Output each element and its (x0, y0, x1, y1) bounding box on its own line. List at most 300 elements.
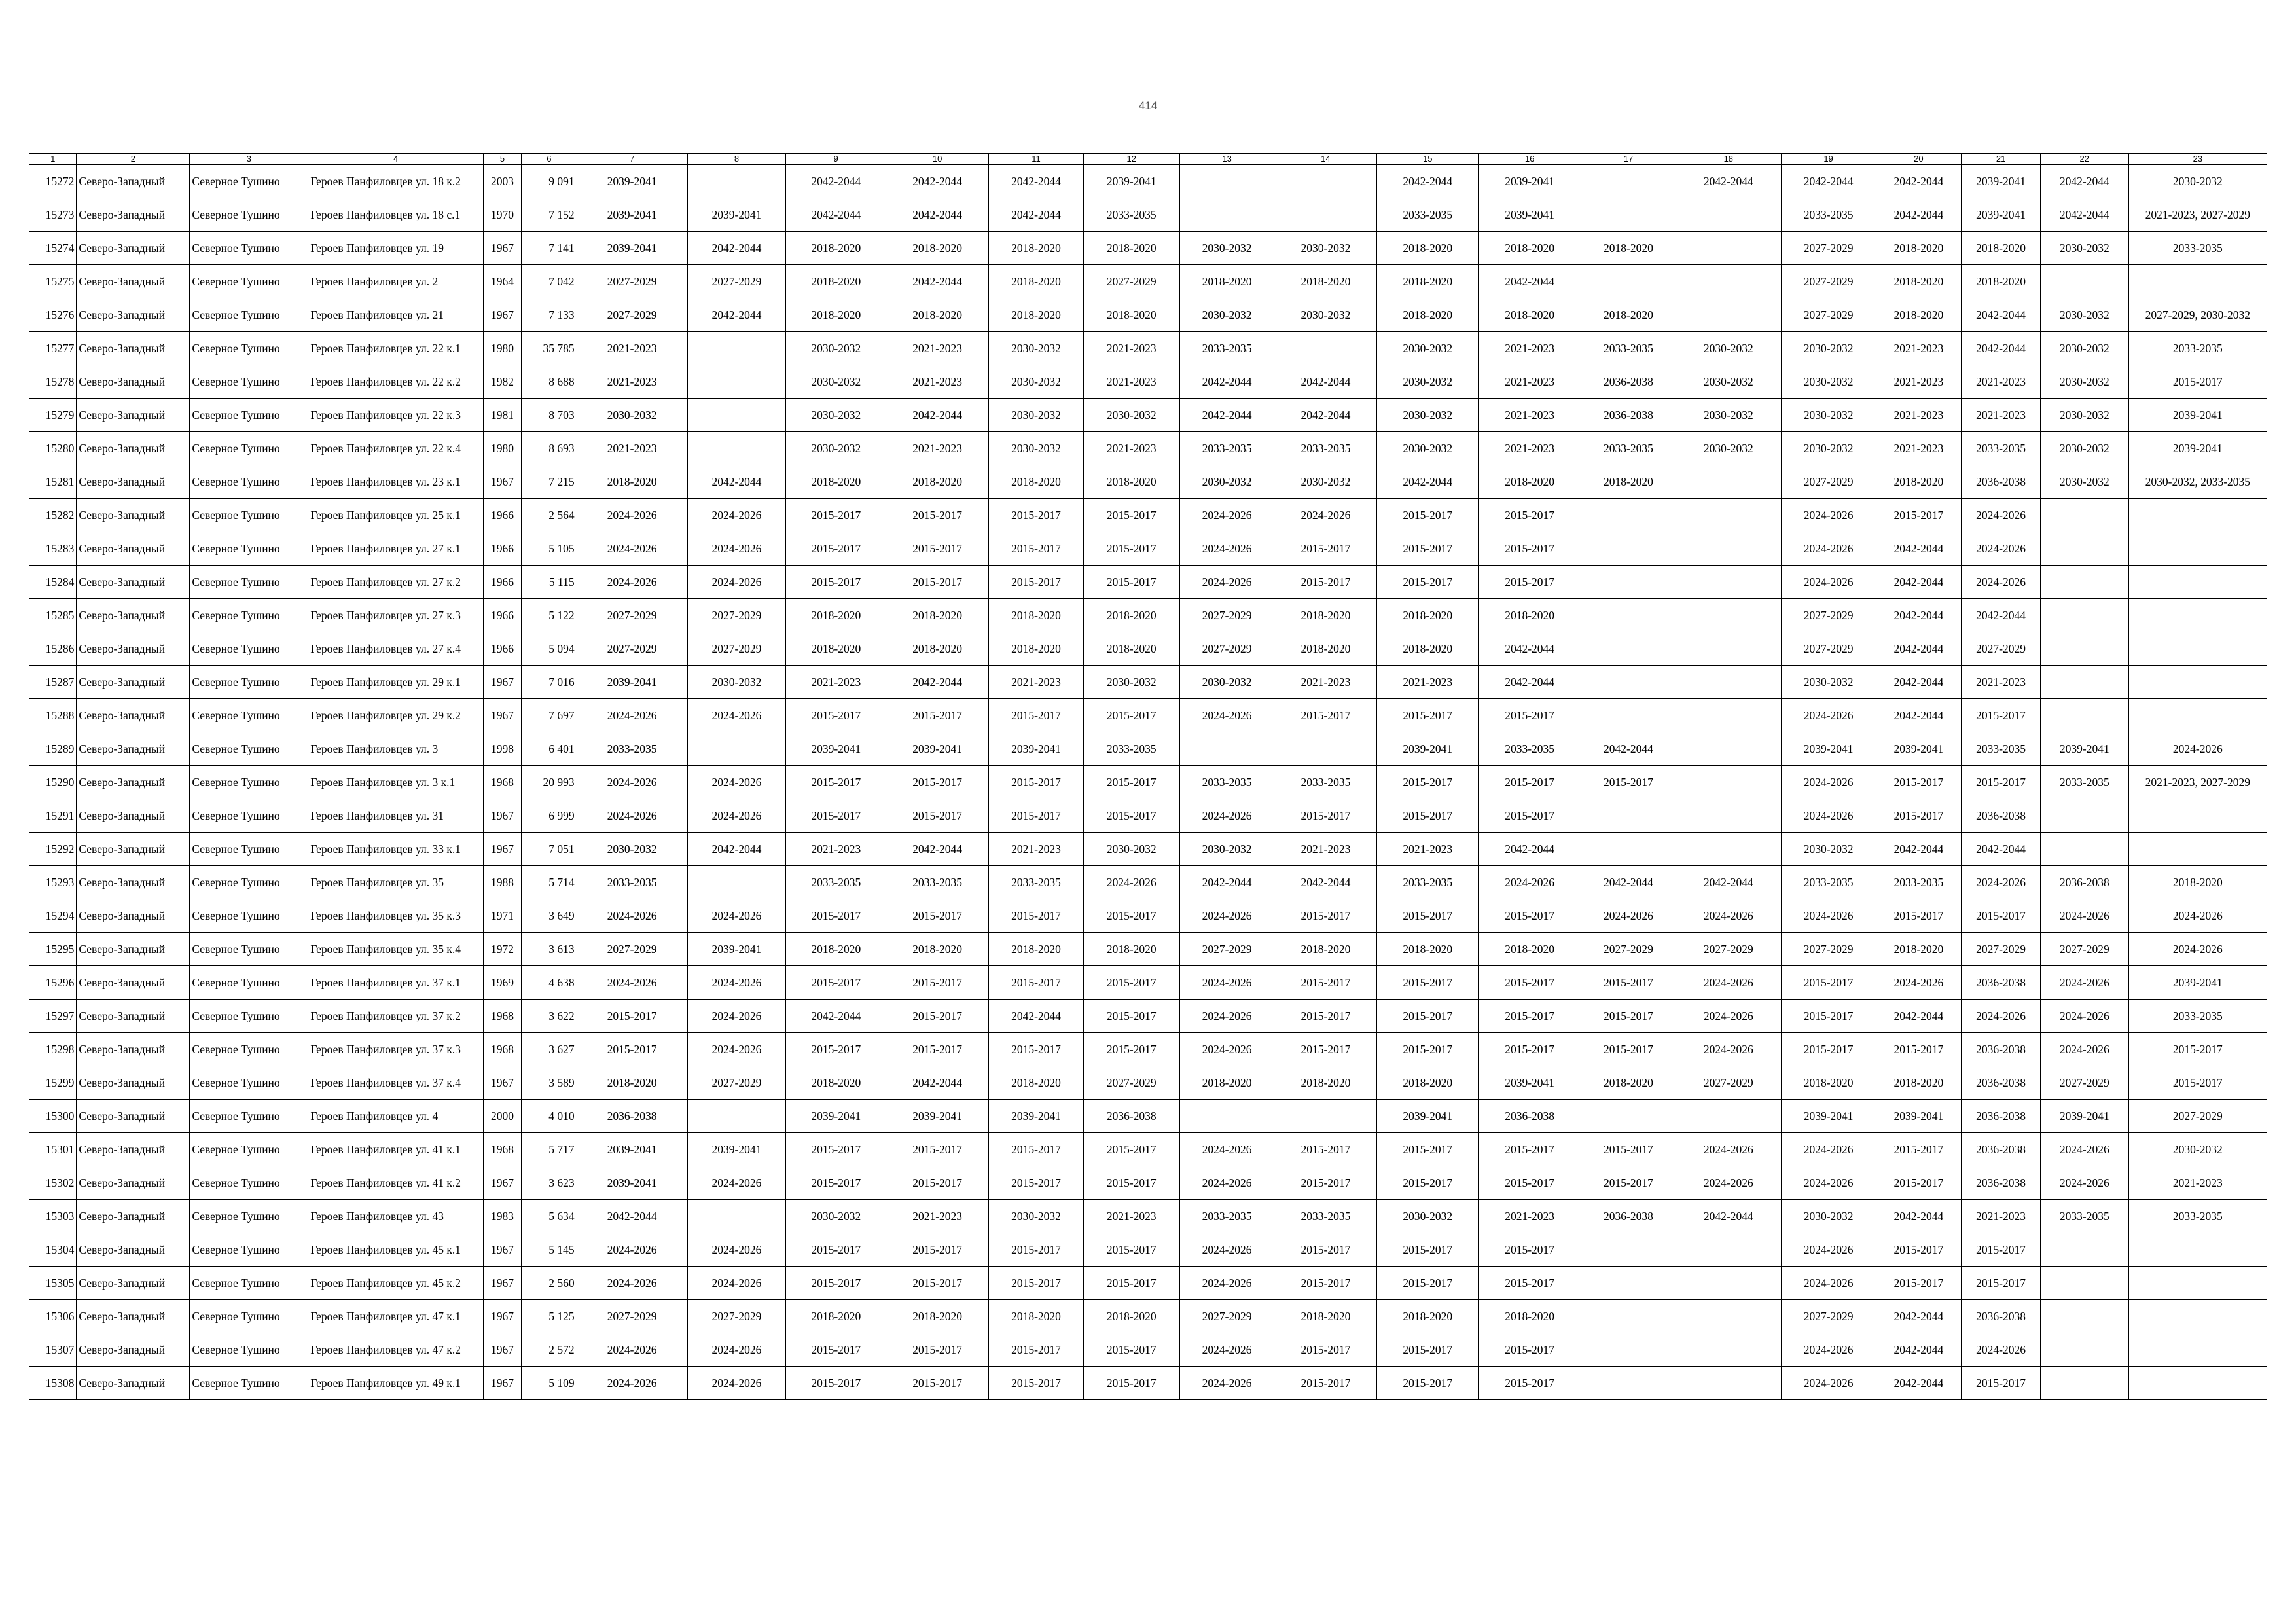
period-cell: 2015-2017 (989, 899, 1084, 933)
year-cell: 1981 (483, 399, 521, 432)
year-cell: 2003 (483, 165, 521, 198)
period-cell: 2015-2017 (786, 566, 886, 599)
period-cell: 2021-2023 (1083, 432, 1179, 465)
year-cell: 1968 (483, 1133, 521, 1166)
period-cell (1581, 699, 1676, 732)
period-cell: 2042-2044 (1876, 566, 1962, 599)
period-cell: 2030-2032 (1179, 465, 1274, 499)
period-cell: 2039-2041 (1781, 1100, 1876, 1133)
area-size-cell: 5 717 (522, 1133, 577, 1166)
period-cell: 2024-2026 (687, 899, 786, 933)
district-cell: Северо-Западный (77, 1267, 190, 1300)
period-cell: 2024-2026 (2128, 732, 2267, 766)
record-id-cell: 15301 (29, 1133, 77, 1166)
period-cell: 2015-2017 (786, 899, 886, 933)
area-cell: Северное Тушино (190, 1133, 308, 1166)
area-cell: Северное Тушино (190, 499, 308, 532)
period-cell (2040, 1267, 2128, 1300)
area-cell: Северное Тушино (190, 432, 308, 465)
column-number: 22 (2040, 154, 2128, 165)
period-cell: 2036-2038 (1962, 1033, 2041, 1066)
period-cell: 2018-2020 (1962, 232, 2041, 265)
record-id-cell: 15303 (29, 1200, 77, 1233)
period-cell: 2030-2032 (1781, 833, 1876, 866)
period-cell: 2042-2044 (886, 1066, 989, 1100)
period-cell: 2024-2026 (1179, 566, 1274, 599)
district-cell: Северо-Западный (77, 1333, 190, 1367)
area-size-cell: 2 560 (522, 1267, 577, 1300)
area-cell: Северное Тушино (190, 1367, 308, 1400)
year-cell: 1967 (483, 1333, 521, 1367)
period-cell: 2021-2023 (1962, 1200, 2041, 1233)
period-cell: 2018-2020 (1083, 933, 1179, 966)
period-cell: 2015-2017 (786, 1233, 886, 1267)
period-cell: 2018-2020 (786, 298, 886, 332)
record-id-cell: 15284 (29, 566, 77, 599)
record-id-cell: 15305 (29, 1267, 77, 1300)
period-cell (1676, 1333, 1781, 1367)
period-cell: 2027-2029 (1781, 933, 1876, 966)
period-cell (2040, 1333, 2128, 1367)
record-id-cell: 15291 (29, 799, 77, 833)
period-cell: 2036-2038 (1083, 1100, 1179, 1133)
period-cell: 2018-2020 (1479, 1300, 1581, 1333)
period-cell: 2024-2026 (687, 566, 786, 599)
period-cell: 2024-2026 (2128, 899, 2267, 933)
period-cell: 2015-2017 (1377, 1233, 1479, 1267)
period-cell (2040, 1233, 2128, 1267)
area-size-cell: 6 401 (522, 732, 577, 766)
area-cell: Северное Тушино (190, 1066, 308, 1100)
period-cell: 2033-2035 (1962, 432, 2041, 465)
period-cell: 2015-2017 (989, 532, 1084, 566)
period-cell: 2015-2017 (1876, 899, 1962, 933)
period-cell (1274, 165, 1377, 198)
period-cell: 2033-2035 (1377, 866, 1479, 899)
address-cell: Героев Панфиловцев ул. 27 к.3 (308, 599, 483, 632)
period-cell: 2015-2017 (989, 1033, 1084, 1066)
period-cell: 2015-2017 (1274, 1267, 1377, 1300)
address-cell: Героев Панфиловцев ул. 35 к.3 (308, 899, 483, 933)
district-cell: Северо-Западный (77, 499, 190, 532)
period-cell: 2042-2044 (2040, 198, 2128, 232)
area-size-cell: 5 105 (522, 532, 577, 566)
district-cell: Северо-Западный (77, 1233, 190, 1267)
period-cell: 2036-2038 (1479, 1100, 1581, 1133)
period-cell: 2030-2032 (1083, 666, 1179, 699)
period-cell: 2018-2020 (1179, 1066, 1274, 1100)
address-cell: Героев Панфиловцев ул. 35 (308, 866, 483, 899)
period-cell: 2030-2032 (1676, 332, 1781, 365)
record-id-cell: 15300 (29, 1100, 77, 1133)
year-cell: 1970 (483, 198, 521, 232)
area-size-cell: 5 094 (522, 632, 577, 666)
period-cell: 2042-2044 (1676, 866, 1781, 899)
period-cell: 2024-2026 (687, 966, 786, 1000)
period-cell: 2024-2026 (1781, 766, 1876, 799)
address-cell: Героев Панфиловцев ул. 35 к.4 (308, 933, 483, 966)
period-cell: 2015-2017 (1377, 1000, 1479, 1033)
area-size-cell: 5 634 (522, 1200, 577, 1233)
district-cell: Северо-Западный (77, 632, 190, 666)
period-cell: 2015-2017 (1479, 766, 1581, 799)
period-cell: 2033-2035 (1179, 766, 1274, 799)
period-cell: 2015-2017 (1274, 966, 1377, 1000)
period-cell: 2018-2020 (1581, 1066, 1676, 1100)
period-cell: 2021-2023 (1377, 666, 1479, 699)
period-cell: 2018-2020 (989, 933, 1084, 966)
period-cell: 2015-2017 (1083, 1267, 1179, 1300)
period-cell: 2024-2026 (577, 899, 687, 933)
area-size-cell: 3 622 (522, 1000, 577, 1033)
period-cell: 2030-2032 (1274, 298, 1377, 332)
period-cell: 2018-2020 (989, 232, 1084, 265)
period-cell: 2030-2032 (1781, 666, 1876, 699)
column-number: 12 (1083, 154, 1179, 165)
period-cell: 2018-2020 (1274, 1066, 1377, 1100)
period-cell: 2024-2026 (577, 766, 687, 799)
period-cell: 2024-2026 (1179, 1233, 1274, 1267)
period-cell: 2018-2020 (1083, 465, 1179, 499)
period-cell (1581, 666, 1676, 699)
district-cell: Северо-Западный (77, 465, 190, 499)
period-cell: 2021-2023 (1876, 399, 1962, 432)
period-cell (1676, 833, 1781, 866)
period-cell: 2015-2017 (1274, 1233, 1377, 1267)
period-cell: 2027-2029 (577, 298, 687, 332)
period-cell: 2030-2032 (1377, 399, 1479, 432)
period-cell: 2015-2017 (1876, 1233, 1962, 1267)
period-cell: 2042-2044 (786, 165, 886, 198)
period-cell: 2021-2023, 2027-2029 (2128, 766, 2267, 799)
period-cell: 2021-2023 (1479, 1200, 1581, 1233)
period-cell: 2024-2026 (2040, 1000, 2128, 1033)
period-cell: 2042-2044 (886, 265, 989, 298)
year-cell: 1967 (483, 1267, 521, 1300)
district-cell: Северо-Западный (77, 1300, 190, 1333)
period-cell: 2042-2044 (687, 833, 786, 866)
period-cell (2040, 499, 2128, 532)
period-cell: 2033-2035 (1479, 732, 1581, 766)
period-cell: 2033-2035 (2128, 332, 2267, 365)
district-cell: Северо-Западный (77, 1066, 190, 1100)
period-cell: 2030-2032 (1377, 332, 1479, 365)
area-size-cell: 3 649 (522, 899, 577, 933)
period-cell: 2015-2017 (1581, 1033, 1676, 1066)
period-cell: 2021-2023 (1083, 332, 1179, 365)
period-cell: 2042-2044 (1876, 699, 1962, 732)
area-size-cell: 8 688 (522, 365, 577, 399)
period-cell: 2030-2032 (577, 833, 687, 866)
period-cell (2040, 1367, 2128, 1400)
table-row (29, 499, 2267, 532)
district-cell: Северо-Западный (77, 666, 190, 699)
area-size-cell: 5 145 (522, 1233, 577, 1267)
period-cell: 2036-2038 (1962, 1100, 2041, 1133)
period-cell: 2027-2029 (2128, 1100, 2267, 1133)
period-cell: 2030-2032 (989, 399, 1084, 432)
period-cell: 2021-2023 (886, 365, 989, 399)
area-cell: Северное Тушино (190, 632, 308, 666)
period-cell (2040, 799, 2128, 833)
period-cell: 2033-2035 (1179, 332, 1274, 365)
period-cell: 2015-2017 (886, 1000, 989, 1033)
address-cell: Героев Панфиловцев ул. 49 к.1 (308, 1367, 483, 1400)
period-cell: 2042-2044 (886, 399, 989, 432)
year-cell: 2000 (483, 1100, 521, 1133)
period-cell (1581, 1333, 1676, 1367)
year-cell: 1967 (483, 298, 521, 332)
period-cell: 2024-2026 (1179, 499, 1274, 532)
area-cell: Северное Тушино (190, 899, 308, 933)
period-cell: 2021-2023 (1479, 432, 1581, 465)
address-cell: Героев Панфиловцев ул. 27 к.4 (308, 632, 483, 666)
area-size-cell: 5 115 (522, 566, 577, 599)
period-cell: 2027-2029 (577, 933, 687, 966)
area-cell: Северное Тушино (190, 465, 308, 499)
period-cell: 2015-2017 (1083, 766, 1179, 799)
period-cell: 2027-2029 (687, 599, 786, 632)
period-cell (2040, 599, 2128, 632)
period-cell (2128, 599, 2267, 632)
period-cell: 2042-2044 (1274, 365, 1377, 399)
table-row (29, 933, 2267, 966)
column-number: 5 (483, 154, 521, 165)
year-cell: 1967 (483, 799, 521, 833)
period-cell: 2027-2029 (577, 632, 687, 666)
column-number: 2 (77, 154, 190, 165)
address-cell: Героев Панфиловцев ул. 41 к.2 (308, 1166, 483, 1200)
period-cell: 2015-2017 (886, 1233, 989, 1267)
period-cell: 2015-2017 (886, 1333, 989, 1367)
record-id-cell: 15283 (29, 532, 77, 566)
period-cell: 2018-2020 (1377, 232, 1479, 265)
period-cell: 2036-2038 (1962, 1300, 2041, 1333)
district-cell: Северо-Западный (77, 365, 190, 399)
table-row (29, 399, 2267, 432)
district-cell: Северо-Западный (77, 1200, 190, 1233)
period-cell: 2015-2017 (1274, 566, 1377, 599)
period-cell: 2042-2044 (886, 833, 989, 866)
record-id-cell: 15296 (29, 966, 77, 1000)
period-cell (2128, 666, 2267, 699)
period-cell: 2033-2035 (2128, 1000, 2267, 1033)
column-number: 3 (190, 154, 308, 165)
address-cell: Героев Панфиловцев ул. 45 к.2 (308, 1267, 483, 1300)
area-cell: Северное Тушино (190, 298, 308, 332)
period-cell: 2030-2032 (1179, 833, 1274, 866)
period-cell: 2033-2035 (1377, 198, 1479, 232)
column-number: 6 (522, 154, 577, 165)
period-cell: 2024-2026 (2040, 966, 2128, 1000)
period-cell: 2018-2020 (786, 465, 886, 499)
period-cell: 2018-2020 (1179, 265, 1274, 298)
period-cell: 2030-2032 (2040, 432, 2128, 465)
period-cell: 2024-2026 (1274, 499, 1377, 532)
period-cell (1676, 732, 1781, 766)
period-cell: 2015-2017 (989, 766, 1084, 799)
period-cell: 2030-2032 (1676, 432, 1781, 465)
column-number: 4 (308, 154, 483, 165)
period-cell: 2042-2044 (1274, 399, 1377, 432)
year-cell: 1969 (483, 966, 521, 1000)
period-cell (1676, 532, 1781, 566)
period-cell: 2042-2044 (687, 232, 786, 265)
period-cell: 2024-2026 (1962, 866, 2041, 899)
area-cell: Северное Тушино (190, 365, 308, 399)
area-cell: Северное Тушино (190, 599, 308, 632)
period-cell: 2024-2026 (1781, 499, 1876, 532)
period-cell: 2018-2020 (1274, 599, 1377, 632)
period-cell: 2027-2029 (1676, 1066, 1781, 1100)
address-cell: Героев Панфиловцев ул. 43 (308, 1200, 483, 1233)
table-row (29, 1100, 2267, 1133)
area-cell: Северное Тушино (190, 699, 308, 732)
period-cell: 2021-2023 (577, 332, 687, 365)
period-cell (1581, 566, 1676, 599)
period-cell: 2015-2017 (886, 1367, 989, 1400)
address-cell: Героев Панфиловцев ул. 33 к.1 (308, 833, 483, 866)
period-cell (1581, 632, 1676, 666)
period-cell (1179, 732, 1274, 766)
area-cell: Северное Тушино (190, 1000, 308, 1033)
period-cell: 2015-2017 (1876, 799, 1962, 833)
period-cell: 2030-2032 (1781, 1200, 1876, 1233)
period-cell: 2027-2029 (687, 632, 786, 666)
period-cell: 2042-2044 (1962, 298, 2041, 332)
period-cell: 2033-2035 (886, 866, 989, 899)
period-cell (687, 365, 786, 399)
period-cell: 2033-2035 (786, 866, 886, 899)
period-cell: 2042-2044 (1479, 833, 1581, 866)
period-cell: 2027-2029 (1781, 632, 1876, 666)
period-cell: 2015-2017 (2128, 1066, 2267, 1100)
period-cell: 2015-2017 (886, 1166, 989, 1200)
period-cell (2128, 532, 2267, 566)
period-cell: 2027-2029 (687, 265, 786, 298)
period-cell: 2039-2041 (886, 1100, 989, 1133)
period-cell: 2024-2026 (1781, 1166, 1876, 1200)
area-cell: Северное Тушино (190, 566, 308, 599)
column-number: 23 (2128, 154, 2267, 165)
period-cell: 2042-2044 (1962, 833, 2041, 866)
area-cell: Северное Тушино (190, 1233, 308, 1267)
period-cell (2128, 1333, 2267, 1367)
period-cell: 2039-2041 (1479, 198, 1581, 232)
district-cell: Северо-Западный (77, 866, 190, 899)
area-cell: Северное Тушино (190, 966, 308, 1000)
period-cell (1676, 198, 1781, 232)
period-cell: 2027-2029 (1781, 298, 1876, 332)
table-row (29, 1267, 2267, 1300)
period-cell: 2027-2029 (687, 1300, 786, 1333)
period-cell (2128, 1267, 2267, 1300)
period-cell: 2018-2020 (1083, 1300, 1179, 1333)
period-cell: 2015-2017 (1581, 1166, 1676, 1200)
column-number: 10 (886, 154, 989, 165)
period-cell: 2015-2017 (1479, 799, 1581, 833)
year-cell: 1968 (483, 1033, 521, 1066)
period-cell (687, 399, 786, 432)
period-cell: 2042-2044 (1876, 599, 1962, 632)
period-cell: 2018-2020 (989, 265, 1084, 298)
period-cell: 2021-2023 (1876, 432, 1962, 465)
period-cell (1274, 332, 1377, 365)
column-number: 20 (1876, 154, 1962, 165)
period-cell: 2039-2041 (2040, 1100, 2128, 1133)
period-cell: 2024-2026 (577, 1267, 687, 1300)
period-cell: 2024-2026 (2040, 1166, 2128, 1200)
district-cell: Северо-Западный (77, 1166, 190, 1200)
period-cell: 2024-2026 (687, 499, 786, 532)
period-cell (2040, 532, 2128, 566)
period-cell: 2039-2041 (2040, 732, 2128, 766)
period-cell: 2015-2017 (1083, 1233, 1179, 1267)
district-cell: Северо-Западный (77, 432, 190, 465)
period-cell: 2024-2026 (1676, 1133, 1781, 1166)
period-cell: 2015-2017 (1479, 1000, 1581, 1033)
period-cell: 2015-2017 (1083, 966, 1179, 1000)
table-row (29, 265, 2267, 298)
area-cell: Северное Тушино (190, 732, 308, 766)
year-cell: 1988 (483, 866, 521, 899)
period-cell (1676, 1367, 1781, 1400)
period-cell: 2030-2032 (1676, 399, 1781, 432)
column-number: 18 (1676, 154, 1781, 165)
district-cell: Северо-Западный (77, 766, 190, 799)
period-cell: 2015-2017 (1377, 1367, 1479, 1400)
period-cell: 2024-2026 (577, 799, 687, 833)
period-cell: 2030-2032 (1781, 432, 1876, 465)
period-cell: 2024-2026 (1179, 1033, 1274, 1066)
period-cell (1179, 165, 1274, 198)
area-cell: Северное Тушино (190, 766, 308, 799)
area-size-cell: 3 627 (522, 1033, 577, 1066)
period-cell: 2018-2020 (1274, 265, 1377, 298)
period-cell: 2021-2023 (1479, 399, 1581, 432)
period-cell: 2021-2023 (1876, 365, 1962, 399)
area-cell: Северное Тушино (190, 833, 308, 866)
record-id-cell: 15308 (29, 1367, 77, 1400)
area-size-cell: 2 564 (522, 499, 577, 532)
year-cell: 1967 (483, 833, 521, 866)
period-cell: 2015-2017 (1962, 899, 2041, 933)
period-cell: 2027-2029 (2040, 933, 2128, 966)
district-cell: Северо-Западный (77, 1100, 190, 1133)
period-cell: 2015-2017 (786, 699, 886, 732)
period-cell: 2018-2020 (1377, 632, 1479, 666)
period-cell: 2039-2041 (687, 198, 786, 232)
period-cell: 2039-2041 (577, 1133, 687, 1166)
table-row (29, 1367, 2267, 1400)
period-cell: 2024-2026 (1179, 899, 1274, 933)
period-cell: 2030-2032 (786, 432, 886, 465)
period-cell: 2024-2026 (577, 699, 687, 732)
district-cell: Северо-Западный (77, 566, 190, 599)
period-cell: 2018-2020 (786, 632, 886, 666)
period-cell: 2042-2044 (1781, 165, 1876, 198)
period-cell: 2027-2029 (1083, 1066, 1179, 1100)
period-cell: 2021-2023 (886, 1200, 989, 1233)
area-cell: Северное Тушино (190, 1033, 308, 1066)
period-cell: 2030-2032 (2040, 232, 2128, 265)
period-cell: 2024-2026 (577, 1333, 687, 1367)
period-cell (1274, 198, 1377, 232)
period-cell: 2042-2044 (1479, 666, 1581, 699)
district-cell: Северо-Западный (77, 732, 190, 766)
period-cell: 2024-2026 (687, 1333, 786, 1367)
period-cell: 2030-2032 (2128, 1133, 2267, 1166)
